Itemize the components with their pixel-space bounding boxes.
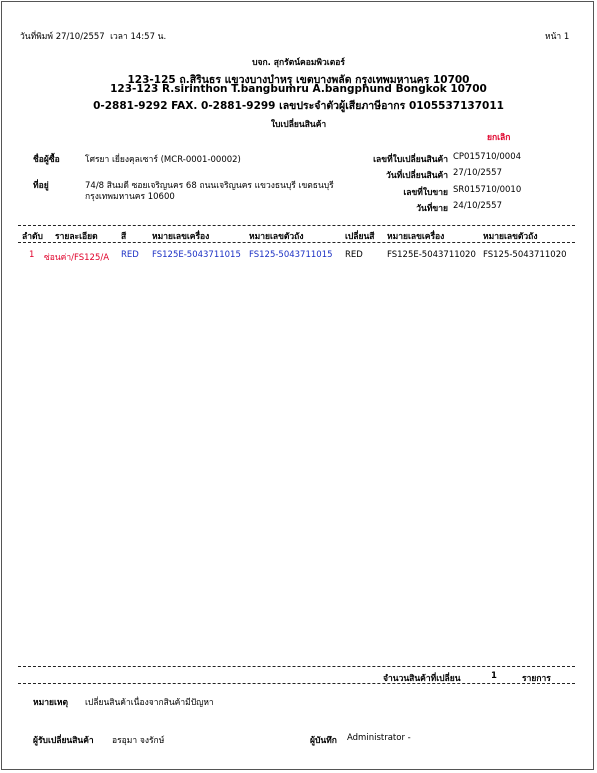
summary-unit: รายการ bbox=[522, 674, 551, 684]
page-number: 1 bbox=[563, 32, 570, 42]
buyer-address-line1: 74/8 สินมดี ซอยเจริญนคร 68 ถนนเจริญนคร แขวงธนบุรี เขตธนบุรี bbox=[85, 181, 334, 191]
summary-top-divider bbox=[18, 666, 575, 667]
buyer-address-label: ที่อยู่ bbox=[33, 181, 49, 191]
buyer-name: โศรยา เยี่ยงคุลเซาร์ (MCR-0001-00002) bbox=[85, 155, 241, 165]
company-contact: 0-2881-9292 FAX. 0-2881-9299 เลขประจำตัวผู้เสียภาษีอากร 0105537137011 bbox=[93, 100, 504, 112]
sale-date-label: วันที่ขาย bbox=[416, 204, 448, 214]
receiver-label: ผู้รับเปลี่ยนสินค้า bbox=[33, 736, 94, 746]
print-date-line bbox=[20, 29, 166, 43]
row-engine-no: FS125E-5043711015 bbox=[152, 250, 241, 260]
print-date-label: วันที่พิมพ์ bbox=[20, 32, 53, 42]
change-date: 27/10/2557 bbox=[453, 168, 502, 178]
document-title: ใบเปลี่ยนสินค้า bbox=[270, 120, 327, 130]
recorder-label: ผู้บันทึก bbox=[310, 736, 337, 746]
company-address-th: 123-125 ถ.สิรินธร แขวงบางบำหรุ เขตบางพลัด กรุงเทพมหานคร 10700 bbox=[127, 74, 470, 86]
row-no: 1 bbox=[29, 250, 35, 260]
change-date-label: วันที่เปลี่ยนสินค้า bbox=[386, 171, 448, 181]
receiver-name: อรอุมา จงรักษ์ bbox=[112, 736, 165, 746]
row-color: RED bbox=[121, 250, 139, 260]
print-date: 27/10/2557 bbox=[55, 32, 105, 42]
col-header-new-chassis: หมายเลขตัวถัง bbox=[483, 232, 538, 242]
sale-date: 24/10/2557 bbox=[453, 201, 502, 211]
change-no: CP015710/0004 bbox=[453, 152, 522, 162]
remark-label: หมายเหตุ bbox=[33, 698, 68, 708]
status-badge: ยกเลิก bbox=[487, 133, 511, 143]
change-no-label: เลขที่ใบเปลี่ยนสินค้า bbox=[373, 155, 448, 165]
summary-count: 1 bbox=[491, 671, 497, 681]
recorder-name: Administrator - bbox=[347, 733, 411, 743]
page-label: หน้า bbox=[545, 32, 562, 42]
sale-no: SR015710/0010 bbox=[453, 185, 522, 195]
company-name: บจก. สุกรัตน์คอมพิวเตอร์ bbox=[252, 58, 345, 68]
remark-text: เปลี่ยนสินค้าเนื่องจากสินค้ามีปัญหา bbox=[85, 698, 214, 708]
row-detail: ซ่อนค่า/FS125/A bbox=[44, 253, 110, 263]
table-header-divider bbox=[18, 242, 575, 243]
print-time-label: เวลา bbox=[110, 32, 128, 42]
print-time: 14:57 น. bbox=[130, 32, 167, 42]
page-number-line bbox=[545, 29, 569, 43]
col-header-color: สี bbox=[121, 232, 127, 242]
col-header-detail: รายละเอียด bbox=[55, 232, 98, 242]
col-header-engine: หมายเลขเครื่อง bbox=[152, 232, 210, 242]
col-header-no: ลำดับ bbox=[22, 232, 43, 242]
summary-bottom-divider bbox=[18, 683, 575, 684]
summary-count-label: จำนวนสินค้าที่เปลี่ยน bbox=[383, 674, 461, 684]
row-new-color: RED bbox=[345, 250, 363, 260]
buyer-name-label: ชื่อผู้ซื้อ bbox=[33, 155, 60, 165]
sale-no-label: เลขที่ใบขาย bbox=[403, 188, 448, 198]
row-new-engine-no: FS125E-5043711020 bbox=[387, 250, 476, 260]
table-top-divider bbox=[18, 225, 575, 226]
buyer-address-line2: กรุงเทพมหานคร 10600 bbox=[85, 192, 175, 202]
col-header-chassis: หมายเลขตัวถัง bbox=[249, 232, 304, 242]
row-chassis-no: FS125-5043711015 bbox=[249, 250, 333, 260]
col-header-new-engine: หมายเลขเครื่อง bbox=[387, 232, 445, 242]
col-header-new-color: เปลี่ยนสี bbox=[345, 232, 375, 242]
company-address-en: 123-123 R.sirinthon T.bangbumru A.bangphund Bongkok 10700 bbox=[110, 83, 487, 95]
row-new-chassis-no: FS125-5043711020 bbox=[483, 250, 567, 260]
